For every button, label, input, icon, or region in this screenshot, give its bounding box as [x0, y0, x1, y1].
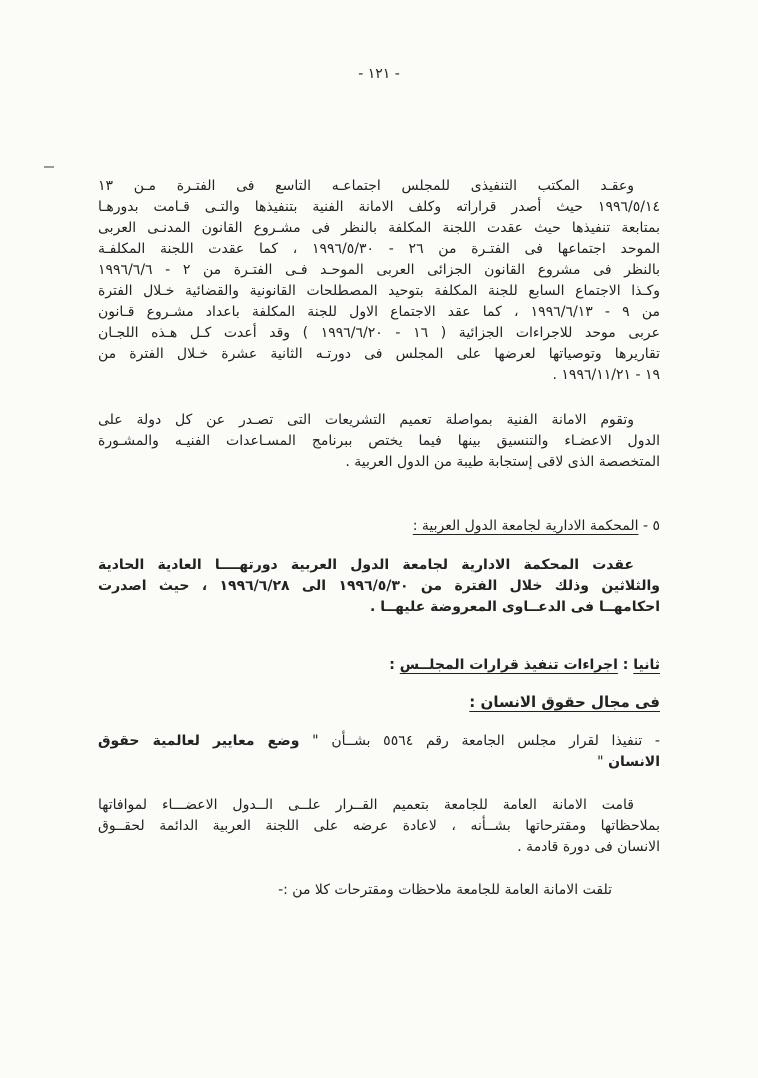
closing-line: تلقت الامانة العامة للجامعة ملاحظات ومقترحات كلا من :-	[278, 882, 612, 898]
text-line: قامت الامانة العامة للجامعة بتعميم القــرار علــى الــدول الاعضـــاء لموافاتها	[98, 797, 634, 813]
text-line	[98, 731, 660, 752]
resolution-quoted-title: وضع معايير لعالمية حقوق	[98, 733, 300, 749]
text-line: ١٩٩٦/٥/١٤ حيث أصدر قراراته وكلف الامانة الفنية بتنفيذها والتـى قـامت بدورهـا	[98, 199, 660, 215]
text-line: الموحد اجتماعها فى الفتـرة من ٢٦ - ١٩٩٦/٥/٣٠ ، كما عقدت اللجنة المكلفـة	[98, 241, 661, 257]
heading-separator: :	[617, 657, 634, 673]
paragraph-executive-office	[98, 176, 660, 386]
text-line: عقدت المحكمة الادارية لجامعة الدول العربية دورتهــــا العادية الحادية	[98, 557, 634, 573]
heading-colon: :	[389, 657, 400, 673]
heading-second-measures	[98, 655, 660, 676]
text-line: المتخصصة الذى لاقى إستجابة طيبة من الدول العربية .	[345, 454, 660, 470]
text-line: بالنظر فى مشروع القانون الجزائى العربى الموحـد فـى الفتـرة من ٢ - ١٩٩٦/٦/٦	[98, 262, 661, 278]
document-body	[98, 176, 660, 901]
page-number: - ١٢١ -	[358, 66, 400, 82]
text-line: بمتابعة تنفيذها حيث عقدت اللجنة المكلفة بالنظر فى مشـروع القانون المدنـى العربى	[98, 220, 660, 236]
resolution-text: - تنفيذا لقرار مجلس الجامعة رقم ٥٥٦٤ بشــأن "	[299, 733, 660, 749]
paragraph-court-session	[98, 555, 660, 618]
text-line: والثلاثين وذلك خلال الفترة من ١٩٩٦/٥/٣٠ الى ١٩٩٦/٦/٢٨ ، حيث اصدرت	[98, 578, 660, 594]
resolution-quoted-title-cont: الانسان	[608, 754, 660, 770]
heading-human-rights	[98, 692, 660, 713]
text-line: الدول الاعضـاء والتنسيق بينها فيما يختص ببرنامج المسـاعدات الفنيـه والمشـورة	[98, 433, 660, 449]
paragraph-general-secretariat	[98, 795, 660, 858]
text-line: تقاريرها وتوصياتها لعرضها على المجلس فى دورتـه الثانية عشرة خـلال الفترة من	[98, 346, 660, 362]
text-line: بملاحظاتها ومقترحاتها بشــأنه ، لاعادة عرضه على اللجنة العربية الدائمة لحقــوق	[98, 818, 660, 834]
heading-title: المحكمة الادارية لجامعة الدول العربية :	[412, 518, 639, 534]
text-line: وتقوم الامانة الفنية بمواصلة تعميم التشريعات التى تصـدر عن كل دولة على	[98, 412, 634, 428]
text-line: من ٩ - ١٩٩٦/٦/١٣ ، كما عقد الاجتماع الاول للجنة المكلفة باعداد مشـروع قـانون	[98, 304, 661, 320]
heading-administrative-court	[98, 516, 660, 537]
text-line: الانسان فى دورة قادمة .	[517, 839, 660, 855]
paragraph-technical-secretariat	[98, 410, 660, 473]
heading-title: اجراءات تنفيذ قرارات المجلــس	[399, 657, 618, 673]
closing-quote: "	[597, 754, 609, 770]
heading-label: ثانيا	[633, 657, 660, 673]
text-line: ١٩ - ١٩٩٦/١١/٢١ .	[552, 367, 660, 383]
heading-number: ٥ -	[638, 518, 660, 534]
text-line: احكامهــا فى الدعــاوى المعروضة عليهــا .	[370, 599, 660, 615]
text-line: عربى موحد للاجراءات الجزائية ( ١٦ - ١٩٩٦/٦/٢٠ ) وقد أعدت كـل هـذه اللجـان	[98, 325, 660, 341]
text-line: وعقـد المكتب التنفيذى للمجلس اجتماعـه التاسع فى الفتـرة مـن ١٣	[98, 178, 634, 194]
text-line: وكـذا الاجتماع السابع للجنة المكلفة بتوحيد المصطلحات القانونية والقضائية خـلال الفترة	[98, 283, 660, 299]
scan-artifact-mark	[44, 166, 54, 168]
heading-title: فى مجال حقوق الانسان :	[469, 693, 660, 711]
paragraph-resolution-5564	[98, 731, 660, 773]
text-line	[98, 752, 660, 773]
